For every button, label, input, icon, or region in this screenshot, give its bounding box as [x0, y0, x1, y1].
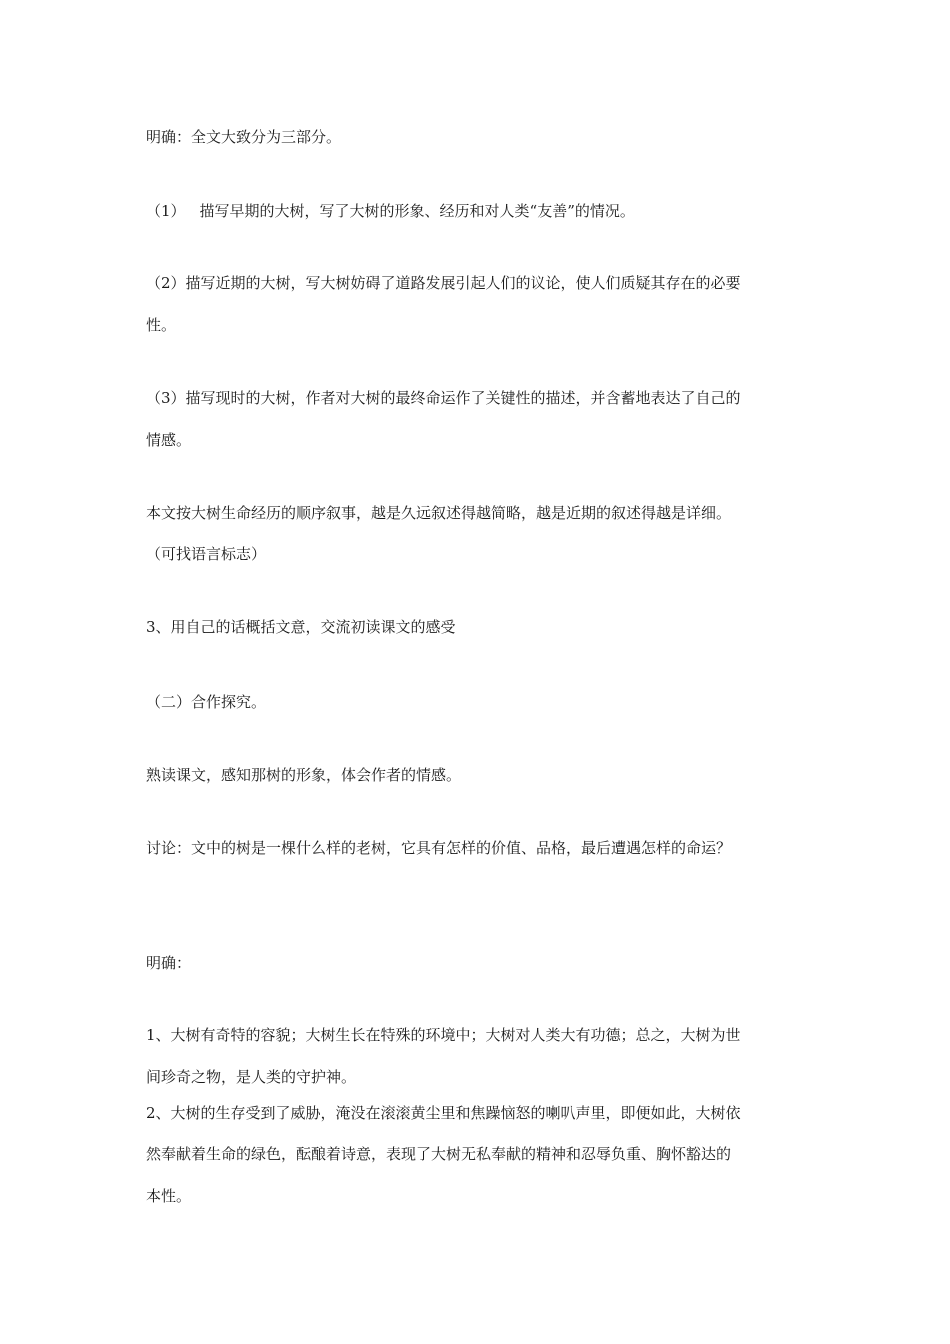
part-two-line-2: 性。	[146, 316, 177, 334]
reading-task-line: 熟读课文，感知那树的形象，体会作者的情感。	[146, 766, 462, 784]
part-three-line-1: （3）描写现时的大树，作者对大树的最终命运作了关键性的描述，并含蓄地表达了自己的	[146, 389, 741, 407]
narrative-order-line: 本文按大树生命经历的顺序叙事，越是久远叙述得越简略，越是近期的叙述得越是详细。	[146, 504, 732, 522]
discussion-question: 讨论：文中的树是一棵什么样的老树，它具有怎样的价值、品格，最后遭遇怎样的命运？	[146, 839, 732, 857]
language-marker-note: （可找语言标志）	[146, 545, 267, 563]
section-two-heading: （二）合作探究。	[146, 693, 267, 711]
part-two-line-1: （2）描写近期的大树，写大树妨碍了道路发展引起人们的议论，使人们质疑其存在的必要	[146, 274, 741, 292]
step-3-heading: 3、用自己的话概括文意，交流初读课文的感受	[146, 618, 456, 636]
part-three-line-2: 情感。	[146, 431, 192, 449]
answer-heading: 明确：	[146, 954, 192, 972]
part-one-paragraph	[146, 201, 826, 221]
answer-2-line-3: 本性。	[146, 1187, 192, 1205]
answer-2-line-1: 2、大树的生存受到了威胁，淹没在滚滚黄尘里和焦躁恼怒的喇叭声里，即便如此，大树依	[146, 1104, 741, 1122]
answer-1-line-2: 间珍奇之物，是人类的守护神。	[146, 1068, 357, 1086]
part-one-number: （1）	[146, 202, 186, 220]
part-one-text: 描写早期的大树，写了大树的形象、经历和对人类“友善”的情况。	[199, 202, 635, 220]
answer-1-line-1: 1、大树有奇特的容貌；大树生长在特殊的环境中；大树对人类大有功德；总之，大树为世	[146, 1026, 741, 1044]
answer-2-line-2: 然奉献着生命的绿色，酝酿着诗意，表现了大树无私奉献的精神和忍辱负重、胸怀豁达的	[146, 1145, 732, 1163]
summary-heading: 明确：全文大致分为三部分。	[146, 128, 342, 146]
